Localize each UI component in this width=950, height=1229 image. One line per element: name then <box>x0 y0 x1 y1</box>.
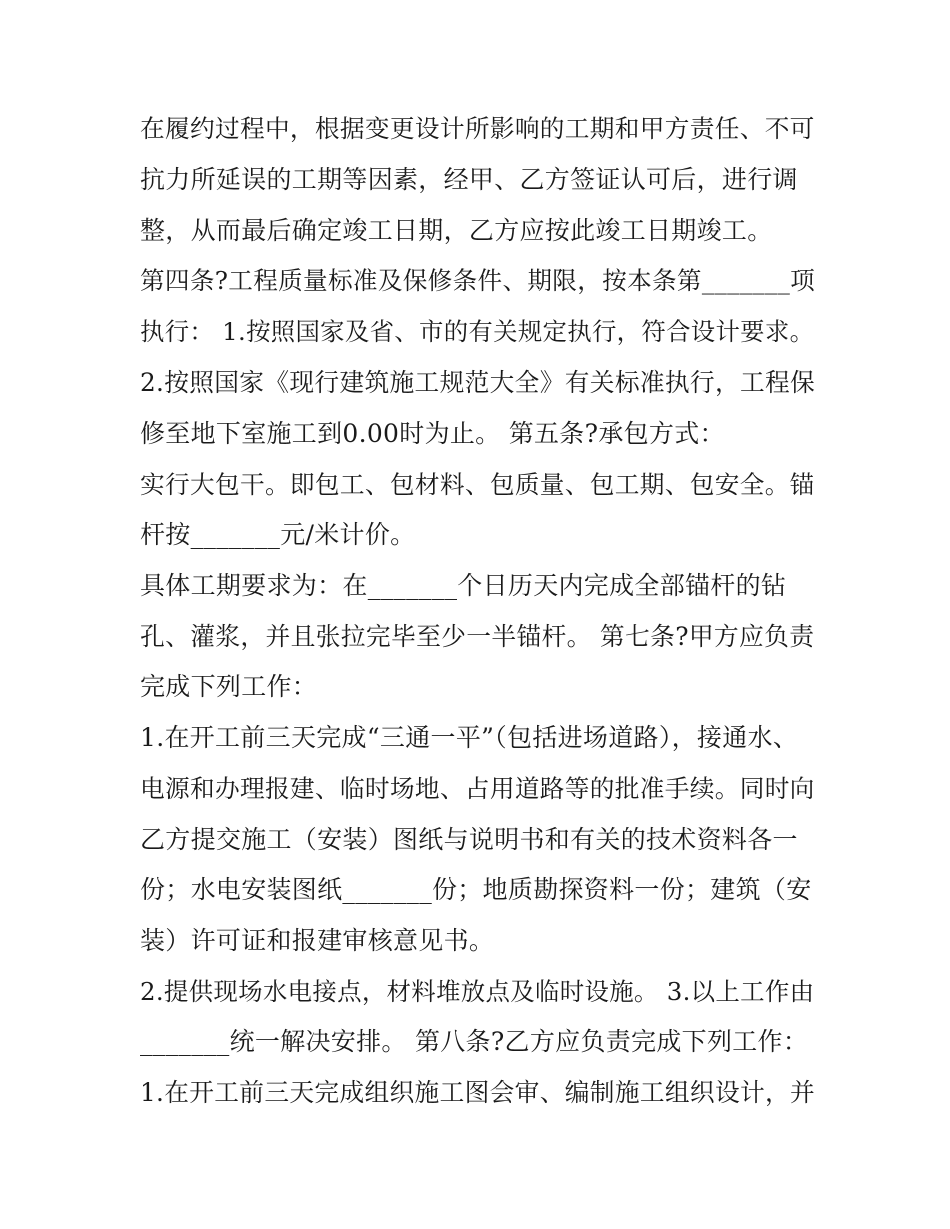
text-line: 乙方提交施工（安装）图纸与说明书和有关的技术资料各一 <box>140 825 798 854</box>
text-line: 执行： 1.按照国家及省、市的有关规定执行，符合设计要求。 <box>140 317 815 346</box>
text-line: 杆按_______元/米计价。 <box>140 520 416 549</box>
text-line: 第四条?工程质量标准及保修条件、期限，按本条第_______项 <box>140 266 816 295</box>
text-line: 在履约过程中，根据变更设计所影响的工期和甲方责任、不可 <box>140 114 815 143</box>
text-line: 具体工期要求为：在_______个日历天内完成全部锚杆的钻 <box>140 571 787 600</box>
text-line: 装）许可证和报建审核意见书。 <box>140 926 495 955</box>
text-line: 修至地下室施工到0.00时为止。 第五条?承包方式： <box>140 419 725 448</box>
text-line: 整，从而最后确定竣工日期，乙方应按此竣工日期竣工。 <box>140 216 773 245</box>
text-line: 份；水电安装图纸_______份；地质勘探资料一份；建筑（安 <box>140 875 812 904</box>
text-line: 2.按照国家《现行建筑施工规范大全》有关标准执行，工程保 <box>140 368 816 397</box>
text-line: 1.在开工前三天完成组织施工图会审、编制施工组织设计，并 <box>140 1078 816 1107</box>
text-line: 完成下列工作： <box>140 672 318 701</box>
text-line: 1.在开工前三天完成“三通一平”（包括进场道路），接通水、 <box>140 723 799 752</box>
text-line: 2.提供现场水电接点，材料堆放点及临时设施。 3.以上工作由 <box>140 977 815 1006</box>
text-line: 电源和办理报建、临时场地、占用道路等的批准手续。同时向 <box>140 774 815 803</box>
text-line: 抗力所延误的工期等因素，经甲、乙方签证认可后，进行调 <box>140 165 798 194</box>
text-line: _______统一解决安排。 第八条?乙方应负责完成下列工作： <box>140 1027 809 1056</box>
text-line: 实行大包干。即包工、包材料、包质量、包工期、包安全。锚 <box>140 470 815 499</box>
text-line: 孔、灌浆，并且张拉完毕至少一半锚杆。 第七条?甲方应负责 <box>140 622 815 651</box>
